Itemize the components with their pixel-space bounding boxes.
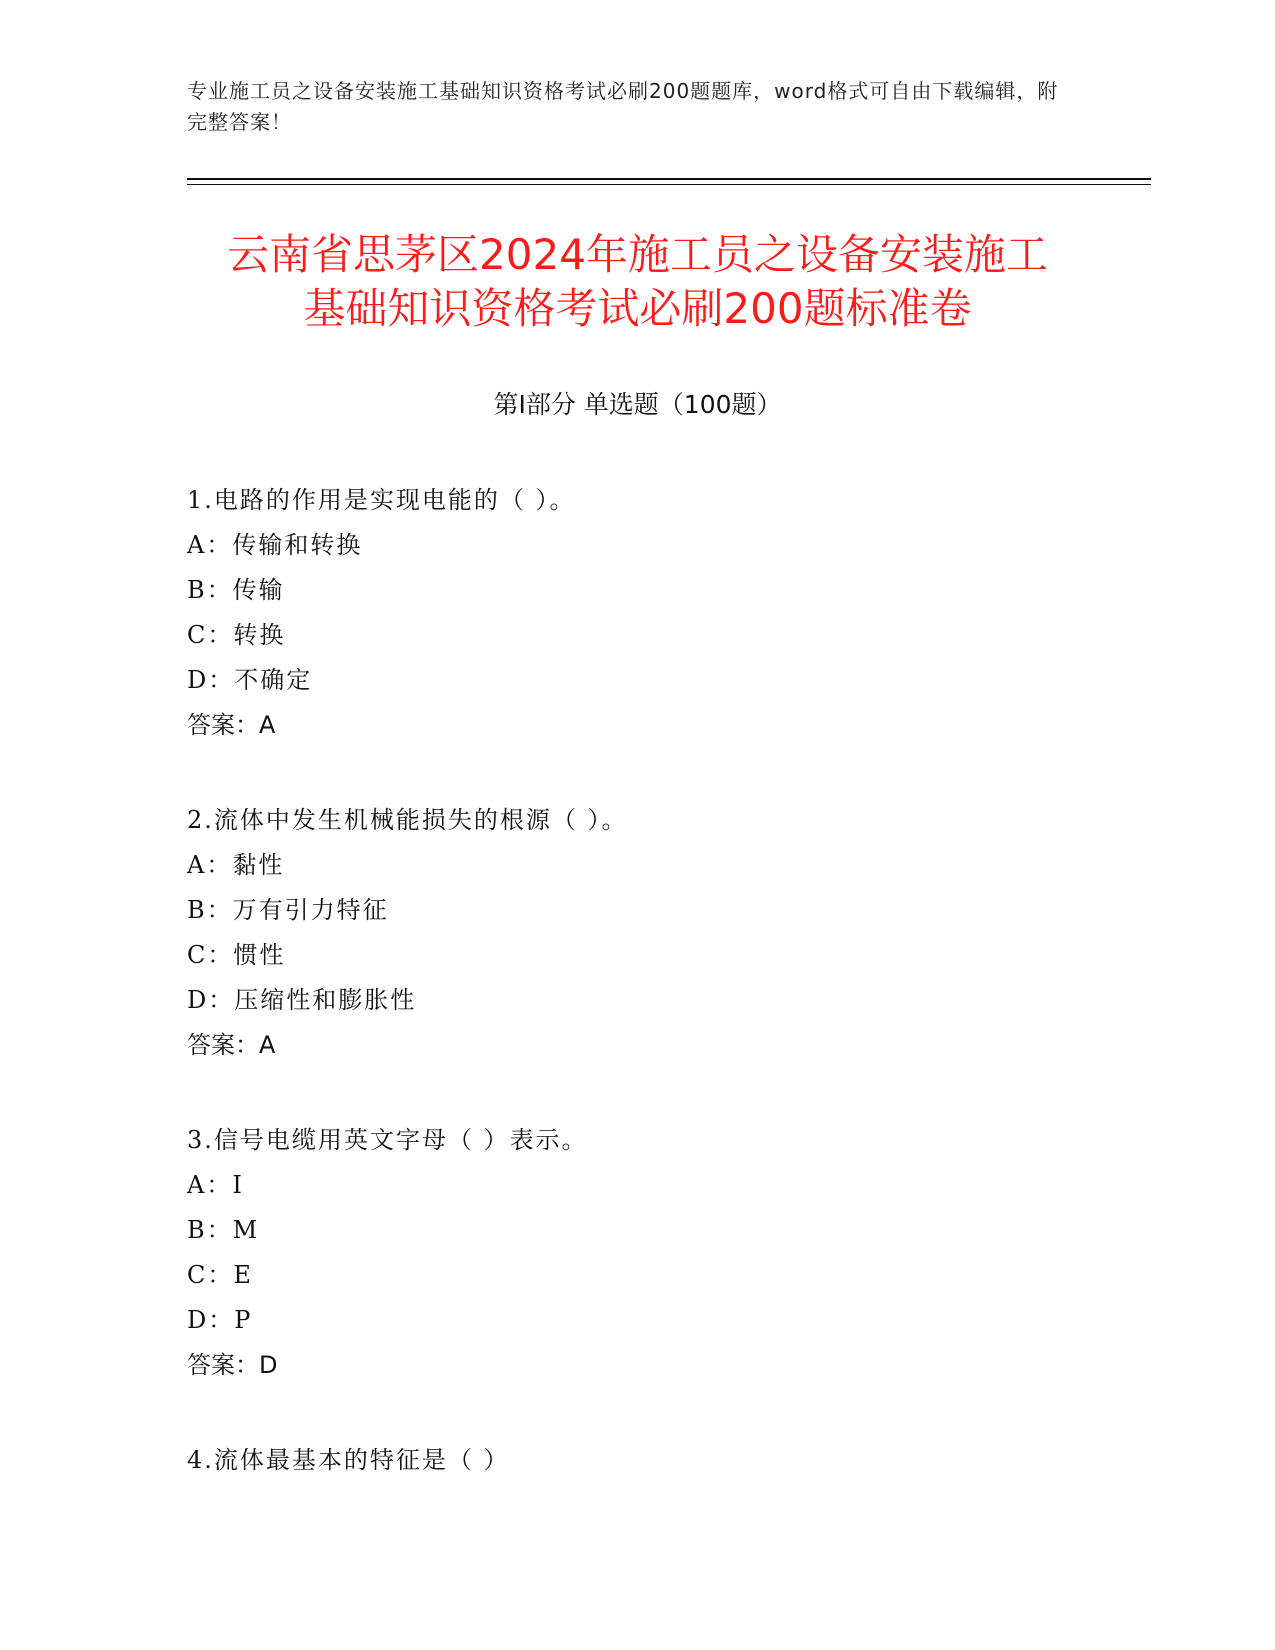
document-title bbox=[150, 228, 1125, 336]
header-rule-thin bbox=[187, 184, 1151, 185]
section-title: 第Ⅰ部分 单选题（100题） bbox=[493, 390, 782, 419]
question-2 bbox=[187, 798, 1147, 1068]
option-a: A：黏性 bbox=[187, 851, 285, 879]
option-d: D：压缩性和膨胀性 bbox=[187, 986, 417, 1014]
answer: 答案：A bbox=[187, 711, 276, 739]
question-stem: 2.流体中发生机械能损失的根源（ ）。 bbox=[187, 806, 628, 834]
option-b: B：传输 bbox=[187, 576, 285, 604]
question-list bbox=[187, 478, 1147, 1533]
question-3 bbox=[187, 1118, 1147, 1388]
option-b: B：M bbox=[187, 1216, 260, 1244]
title-line-1: 云南省思茅区2024年施工员之设备安装施工 bbox=[227, 230, 1048, 279]
question-stem: 3.信号电缆用英文字母（ ）表示。 bbox=[187, 1126, 588, 1154]
option-a: A：传输和转换 bbox=[187, 531, 363, 559]
header-rule-thick bbox=[187, 178, 1151, 180]
option-d: D：P bbox=[187, 1306, 253, 1334]
option-d: D：不确定 bbox=[187, 666, 313, 694]
option-c: C：惯性 bbox=[187, 941, 286, 969]
answer: 答案：A bbox=[187, 1031, 276, 1059]
option-b: B：万有引力特征 bbox=[187, 896, 389, 924]
question-stem: 1.电路的作用是实现电能的（ ）。 bbox=[187, 486, 576, 514]
question-1 bbox=[187, 478, 1147, 748]
option-c: C：E bbox=[187, 1261, 253, 1289]
option-a: A：I bbox=[187, 1171, 244, 1199]
title-line-2: 基础知识资格考试必刷200题标准卷 bbox=[303, 284, 972, 333]
question-4 bbox=[187, 1438, 1147, 1483]
header-note: 专业施工员之设备安装施工基础知识资格考试必刷200题题库，word格式可自由下载编辑，附完整答案！ bbox=[187, 79, 1059, 134]
option-c: C：转换 bbox=[187, 621, 286, 649]
answer: 答案：D bbox=[187, 1351, 278, 1379]
question-stem: 4.流体最基本的特征是（ ） bbox=[187, 1446, 510, 1474]
